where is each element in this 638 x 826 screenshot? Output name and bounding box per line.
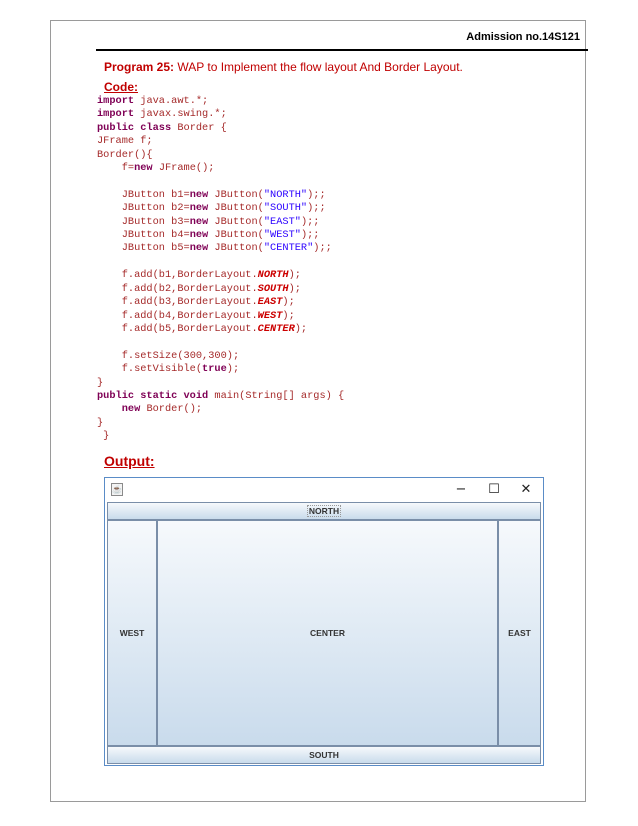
code-heading: Code: xyxy=(104,80,138,94)
jframe-window xyxy=(104,477,544,766)
center-button-label: CENTER xyxy=(310,628,345,638)
minimize-button[interactable]: − xyxy=(455,482,467,497)
west-button[interactable] xyxy=(107,520,157,746)
content-pane xyxy=(107,502,541,764)
center-button[interactable] xyxy=(157,520,498,746)
admission-number: Admission no.14S121 xyxy=(466,31,580,43)
south-button-label: SOUTH xyxy=(309,750,339,760)
code-block: import java.awt.*; import javax.swing.*; public class Border { JFrame f; Border(){ f=new JFrame(); JButton b1=new JButton("NORTH");; JButton b2=new JButton("SOUTH");; JButton b3=new JButton("EAST");; JButton b4=new JButton("WEST");; JButton b5=new JButton("CENTER");; f.add(b1,BorderLayout.NORTH); f.add(b2,BorderLayout.SOUTH); f.add(b3,BorderLayout.EAST); f.add(b4,BorderLayout.WEST); f.add(b5,BorderLayout.CENTER); f.setSize(300,300); f.setVisible(true); } public static void main(String[] args) { new Border(); } } xyxy=(97,95,345,443)
close-button[interactable]: ✕ xyxy=(520,482,532,497)
west-button-label: WEST xyxy=(119,628,145,638)
window-titlebar[interactable] xyxy=(105,478,543,502)
header-rule xyxy=(96,49,588,51)
maximize-button[interactable]: ☐ xyxy=(488,482,500,497)
south-button[interactable] xyxy=(107,746,541,764)
north-button-label: NORTH xyxy=(308,506,340,516)
east-button[interactable] xyxy=(498,520,541,746)
output-heading: Output: xyxy=(104,453,155,469)
java-cup-icon: ☕ xyxy=(112,485,122,494)
north-button[interactable] xyxy=(107,502,541,520)
program-title: WAP to Implement the flow layout And Border Layout. xyxy=(177,60,463,74)
east-button-label: EAST xyxy=(508,628,531,638)
program-label: Program 25: xyxy=(104,60,175,74)
program-heading xyxy=(104,60,463,74)
